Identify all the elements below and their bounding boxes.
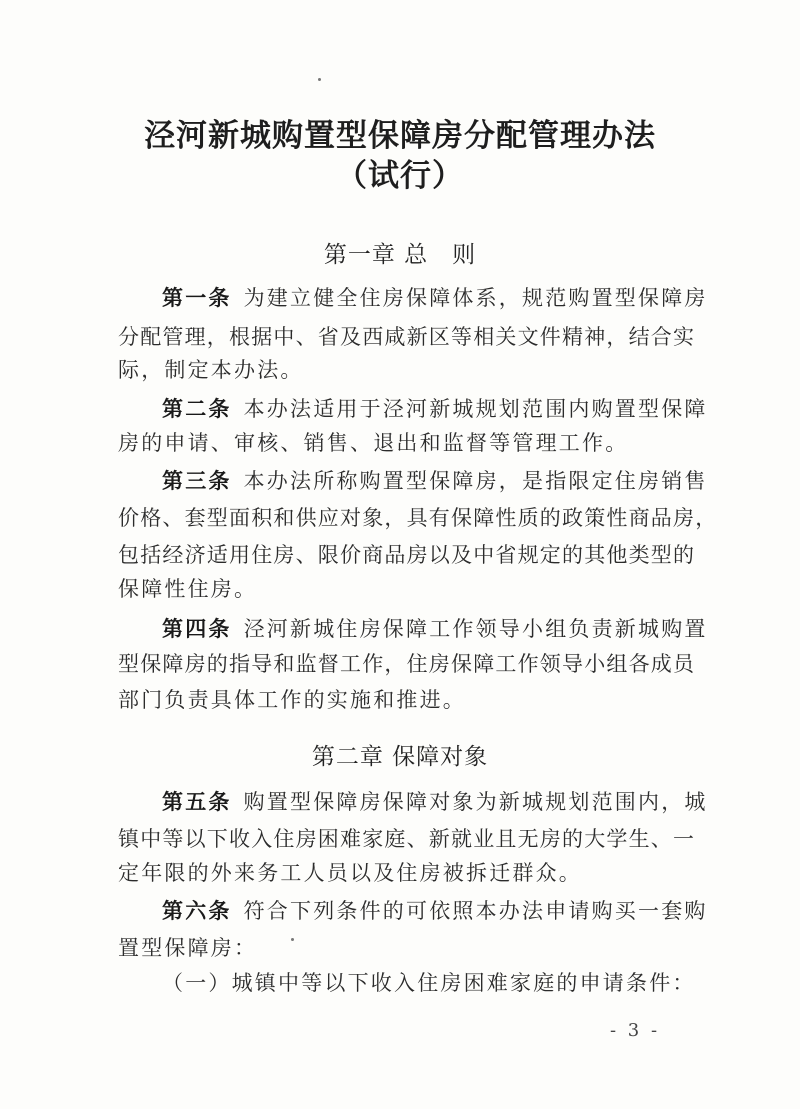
article-6-text-1: 符合下列条件的可依照本办法申请购买一套购 — [243, 899, 708, 923]
article-6-item-1: （一）城镇中等以下收入住房困难家庭的申请条件： — [162, 971, 696, 995]
article-2-text-1: 本办法适用于泾河新城规划范围内购置型保障 — [243, 397, 708, 421]
article-5-text-1: 购置型保障房保障对象为新城规划范围内，城 — [243, 790, 708, 814]
article-2-line-1 — [162, 396, 708, 422]
article-5-line-3: 定年限的外来务工人员以及住房被拆迁群众。 — [118, 861, 582, 885]
article-5-label: 第五条 — [162, 790, 232, 814]
article-6-line-2: 置型保障房： — [118, 936, 258, 960]
chapter-1-heading: 第一章 总 则 — [323, 242, 477, 268]
scan-speck — [291, 938, 294, 941]
article-4-line-1 — [162, 616, 708, 642]
article-3-line-3: 包括经济适用住房、限价商品房以及中省规定的其他类型的 — [118, 543, 696, 567]
article-1-text-1: 为建立健全住房保障体系，规范购置型保障房 — [243, 286, 708, 310]
article-3-line-4: 保障性住房。 — [118, 577, 258, 601]
article-1-label: 第一条 — [162, 286, 232, 310]
article-3-text-1: 本办法所称购置型保障房，是指限定住房销售 — [243, 469, 708, 493]
scan-speck — [318, 78, 321, 81]
document-title: 泾河新城购置型保障房分配管理办法 — [144, 118, 656, 154]
article-1-line-1 — [162, 285, 708, 311]
article-3-line-1 — [162, 468, 708, 494]
page-number: - 3 - — [610, 1020, 661, 1041]
article-6-label: 第六条 — [162, 899, 232, 923]
article-3-label: 第三条 — [162, 469, 232, 493]
article-2-line-2: 房的申请、审核、销售、退出和监督等管理工作。 — [118, 431, 629, 455]
article-4-line-3: 部门负责具体工作的实施和推进。 — [118, 688, 466, 712]
article-4-line-2: 型保障房的指导和监督工作，住房保障工作领导小组各成员 — [118, 652, 696, 676]
article-1-line-3: 际，制定本办法。 — [118, 358, 304, 382]
chapter-2-heading: 第二章 保障对象 — [311, 744, 489, 770]
article-3-line-2: 价格、套型面积和供应对象，具有保障性质的政策性商品房， — [118, 506, 718, 530]
article-4-label: 第四条 — [162, 617, 232, 641]
article-5-line-2: 镇中等以下收入住房困难家庭、新就业且无房的大学生、一 — [118, 827, 696, 851]
article-5-line-1 — [162, 789, 708, 815]
document-subtitle: （试行） — [336, 158, 464, 194]
article-4-text-1: 泾河新城住房保障工作领导小组负责新城购置 — [243, 617, 708, 641]
article-6-line-1 — [162, 898, 708, 924]
article-2-label: 第二条 — [162, 397, 232, 421]
article-1-line-2: 分配管理，根据中、省及西咸新区等相关文件精神，结合实 — [118, 325, 696, 349]
